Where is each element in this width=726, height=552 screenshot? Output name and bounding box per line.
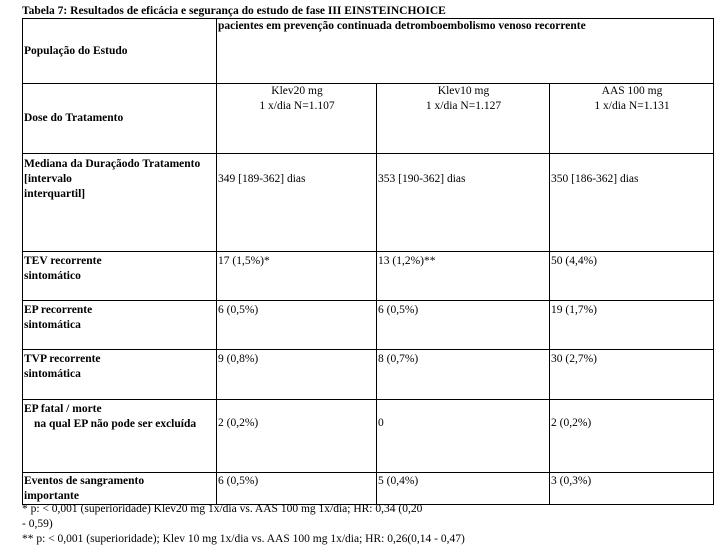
row-label-line: EP recorrente bbox=[24, 304, 93, 316]
cell-value: 350 [186-362] dias bbox=[550, 154, 714, 252]
row-label-line: TEV recorrente bbox=[24, 255, 102, 267]
table-row bbox=[23, 154, 714, 252]
row-label-line: EP fatal / morte bbox=[24, 403, 102, 415]
population-label: População do Estudo bbox=[23, 19, 217, 84]
row-label-line: sintomático bbox=[24, 270, 81, 282]
cell-value: 50 (4,4%) bbox=[550, 252, 714, 301]
row-label-sangramento bbox=[23, 473, 217, 505]
row-label-line: Mediana da Duraçãodo Tratamento bbox=[24, 158, 201, 170]
row-label-line: sintomática bbox=[24, 368, 81, 380]
table-row bbox=[23, 473, 714, 505]
row-label-line: Eventos de sangramento bbox=[24, 475, 145, 487]
footnote-2: ** p: < 0,001 (superioridade); Klev 10 mg 1x/dia vs. AAS 100 mg 1x/dia; HR: 0,26(0,14 - 0,47) bbox=[22, 533, 465, 545]
cell-value: 3 (0,3%) bbox=[550, 473, 714, 505]
row-label-line: sintomática bbox=[24, 319, 81, 331]
dose-aas100-line2: 1 x/dia N=1.131 bbox=[594, 100, 670, 112]
footnote-1-cont: - 0,59) bbox=[22, 518, 53, 530]
cell-value: 2 (0,2%) bbox=[217, 400, 377, 473]
table-title: Tabela 7: Resultados de eficácia e segurança do estudo de fase III EINSTEINCHOICE bbox=[22, 5, 446, 17]
row-label-ep-fatal bbox=[23, 400, 217, 473]
cell-value: 2 (0,2%) bbox=[550, 400, 714, 473]
dose-label: Dose do Tratamento bbox=[23, 84, 217, 154]
footnote-1: * p: < 0,001 (superioridade) Klev20 mg 1x/dia vs. AAS 100 mg 1x/dia; HR: 0,34 (0,20 bbox=[22, 503, 423, 515]
dose-klev10 bbox=[377, 84, 550, 154]
table-row-dose bbox=[23, 84, 714, 154]
table-row bbox=[23, 350, 714, 400]
cell-value: 6 (0,5%) bbox=[217, 301, 377, 350]
cell-value: 19 (1,7%) bbox=[550, 301, 714, 350]
cell-value: 6 (0,5%) bbox=[377, 301, 550, 350]
dose-aas100 bbox=[550, 84, 714, 154]
cell-value: 17 (1,5%)* bbox=[217, 252, 377, 301]
footnotes bbox=[22, 502, 492, 547]
cell-value: 13 (1,2%)** bbox=[377, 252, 550, 301]
dose-klev10-line1: Klev10 mg bbox=[437, 85, 490, 97]
dose-klev20-line1: Klev20 mg bbox=[271, 85, 323, 97]
dose-klev20 bbox=[217, 84, 377, 154]
cell-value: 6 (0,5%) bbox=[217, 473, 377, 505]
efficacy-safety-table bbox=[22, 18, 714, 505]
dose-klev10-line2: 1 x/dia N=1.127 bbox=[425, 100, 502, 112]
row-label-line: [intervalo bbox=[24, 173, 72, 185]
table-row-population bbox=[23, 19, 714, 84]
row-label-line: interquartil] bbox=[24, 188, 86, 200]
table-row bbox=[23, 252, 714, 301]
dose-klev20-line2: 1 x/dia N=1.107 bbox=[259, 100, 335, 112]
table-row bbox=[23, 301, 714, 350]
row-label-mediana bbox=[23, 154, 217, 252]
cell-value: 349 [189-362] dias bbox=[217, 154, 377, 252]
cell-value: 5 (0,4%) bbox=[377, 473, 550, 505]
row-label-tvp bbox=[23, 350, 217, 400]
table-row bbox=[23, 400, 714, 473]
cell-value: 0 bbox=[377, 400, 550, 473]
row-label-ep bbox=[23, 301, 217, 350]
dose-aas100-line1: AAS 100 mg bbox=[601, 85, 663, 97]
cell-value: 30 (2,7%) bbox=[550, 350, 714, 400]
cell-value: 8 (0,7%) bbox=[377, 350, 550, 400]
cell-value: 9 (0,8%) bbox=[217, 350, 377, 400]
row-label-tev bbox=[23, 252, 217, 301]
row-label-line: TVP recorrente bbox=[24, 353, 101, 365]
row-label-line: na qual EP não pode ser excluída bbox=[34, 418, 197, 430]
row-label-line: importante bbox=[24, 490, 79, 502]
cell-value: 353 [190-362] dias bbox=[377, 154, 550, 252]
population-value: pacientes em prevenção continuada detromboembolismo venoso recorrente bbox=[217, 19, 714, 84]
